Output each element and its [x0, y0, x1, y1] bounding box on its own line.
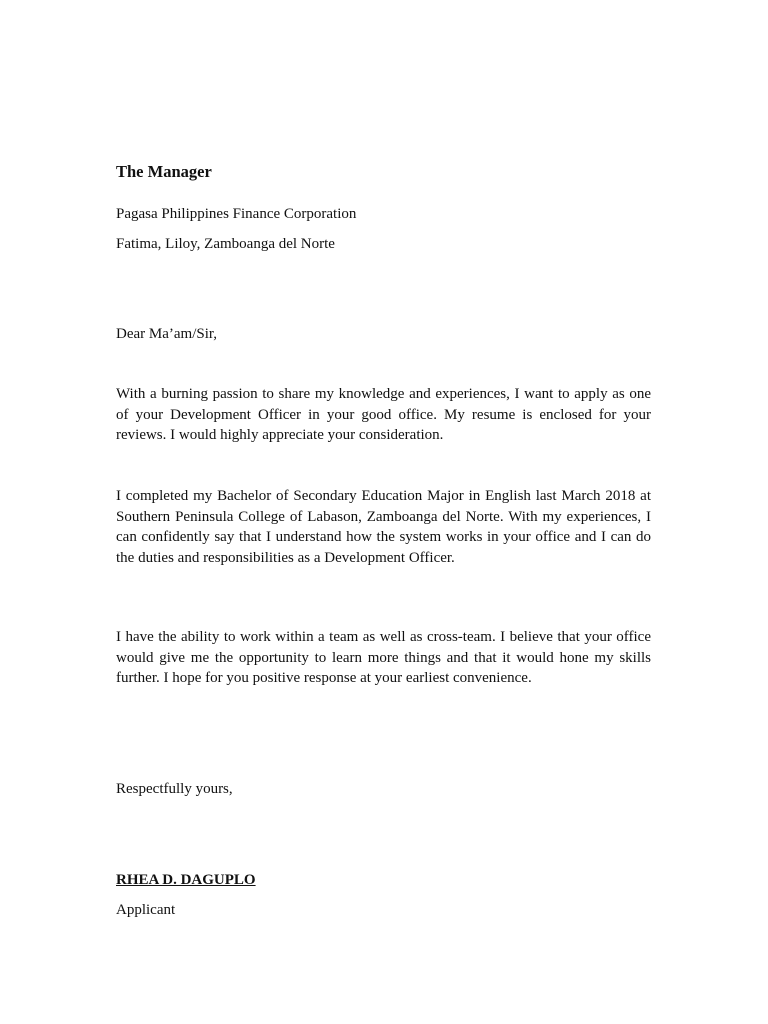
body-paragraph-2: I completed my Bachelor of Secondary Education Major in English last March 2018 at Southern Peninsula College of Labason, Zamboanga del Norte. With my experiences, I can confidently say that I understand how the system works in your office and I can do the duties and responsibilities as a Development Officer.	[116, 488, 651, 566]
recipient-title: The Manager	[116, 162, 212, 181]
salutation: Dear Ma’am/Sir,	[116, 326, 218, 342]
closing: Respectfully yours,	[116, 781, 233, 797]
signer-name: RHEA D. DAGUPLO	[116, 872, 256, 888]
recipient-organization: Pagasa Philippines Finance Corporation	[116, 206, 357, 222]
body-paragraph-3: I have the ability to work within a team as well as cross-team. I believe that your office would give me the opportunity to learn more things and that it would hone my skills further. I hope for you positive response at your earliest convenience.	[116, 629, 651, 686]
signer-role: Applicant	[116, 902, 176, 918]
body-paragraph-1: With a burning passion to share my knowledge and experiences, I want to apply as one of your Development Officer in your good office. My resume is enclosed for your reviews. I would highly appreciate your consideration.	[116, 386, 651, 443]
recipient-address: Fatima, Liloy, Zamboanga del Norte	[116, 236, 335, 252]
